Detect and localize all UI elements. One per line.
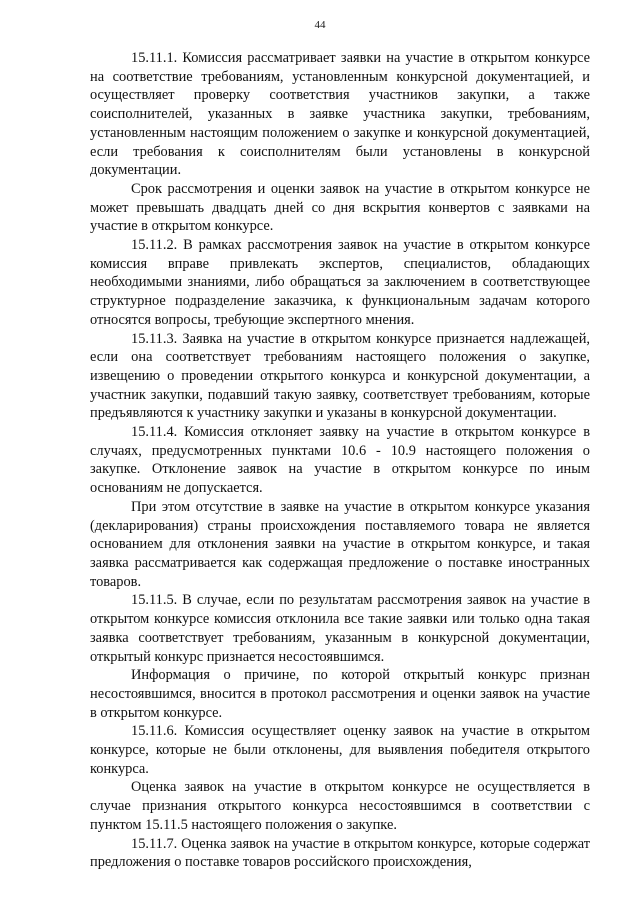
paragraph-failure-info: Информация о причине, по которой открытый конкурс признан несостоявшимся, вносится в протокол рассмотрения и оценки заявок на участие в открытом конкурсе. <box>90 667 590 721</box>
paragraph-15-11-7: 15.11.7. Оценка заявок на участие в открытом конкурсе, которые содержат предложения о поставке товаров российского происхождения, <box>90 835 590 871</box>
document-body <box>90 49 590 872</box>
paragraph-evaluation-exception: Оценка заявок на участие в открытом конкурсе не осуществляется в случае признания открытого конкурса несостоявшимся в соответствии с пунктом 15.11.5 настоящего положения о закупке. <box>90 779 590 833</box>
paragraph-15-11-2: 15.11.2. В рамках рассмотрения заявок на участие в открытом конкурсе комиссия вправе привлекать экспертов, специалистов, обладающих необходимыми знаниями, либо обращаться за заключением в соответствующее структурное подразделение заказчика, к функциональным задачам которого относятся вопросы, требующие экспертного мнения. <box>90 237 590 328</box>
paragraph-country-of-origin: При этом отсутствие в заявке на участие в открытом конкурсе указания (декларирования) страны происхождения поставляемого товара не является основанием для отклонения заявки на участие в открытом конкурсе, и такая заявка рассматривается как содержащая предложение о поставке иностранных товаров. <box>90 498 590 590</box>
paragraph-15-11-1: 15.11.1. Комиссия рассматривает заявки на участие в открытом конкурсе на соответствие требованиям, установленным конкурсной документацией, и осуществляет проверку соответствия участников закупки, а также соисполнителей, указанных в заявке участника закупки, требованиям, установленным настоящим положением о закупке и конкурсной документацией, если требования к соисполнителям были установлены в конкурсной документации. <box>90 50 590 179</box>
page-number: 44 <box>314 19 326 31</box>
paragraph-15-11-4: 15.11.4. Комиссия отклоняет заявку на участие в открытом конкурсе в случаях, предусмотренных пунктами 10.6 - 10.9 настоящего положения о закупке. Отклонение заявок на участие в открытом конкурсе по иным основаниям не допускается. <box>90 424 590 497</box>
paragraph-15-11-6: 15.11.6. Комиссия осуществляет оценку заявок на участие в открытом конкурсе, которые не были отклонены, для выявления победителя открытого конкурса. <box>90 723 590 777</box>
paragraph-15-11-5: 15.11.5. В случае, если по результатам рассмотрения заявок на участие в открытом конкурсе комиссия отклонила все такие заявки или только одна такая заявка соответствует требованиям, указанным в конкурсной документации, открытый конкурс признается несостоявшимся. <box>90 592 590 665</box>
paragraph-review-term: Срок рассмотрения и оценки заявок на участие в открытом конкурсе не может превышать двадцать дней со дня вскрытия конвертов с заявками на участие в открытом конкурсе. <box>90 180 590 235</box>
paragraph-15-11-3: 15.11.3. Заявка на участие в открытом конкурсе признается надлежащей, если она соответствует требованиям настоящего положения о закупке, извещению о проведении открытого конкурса и конкурсной документации, а участник закупки, подавший такую заявку, соответствует требованиям, которые предъявляются к участнику закупки и указаны в конкурсной документации. <box>90 330 590 422</box>
